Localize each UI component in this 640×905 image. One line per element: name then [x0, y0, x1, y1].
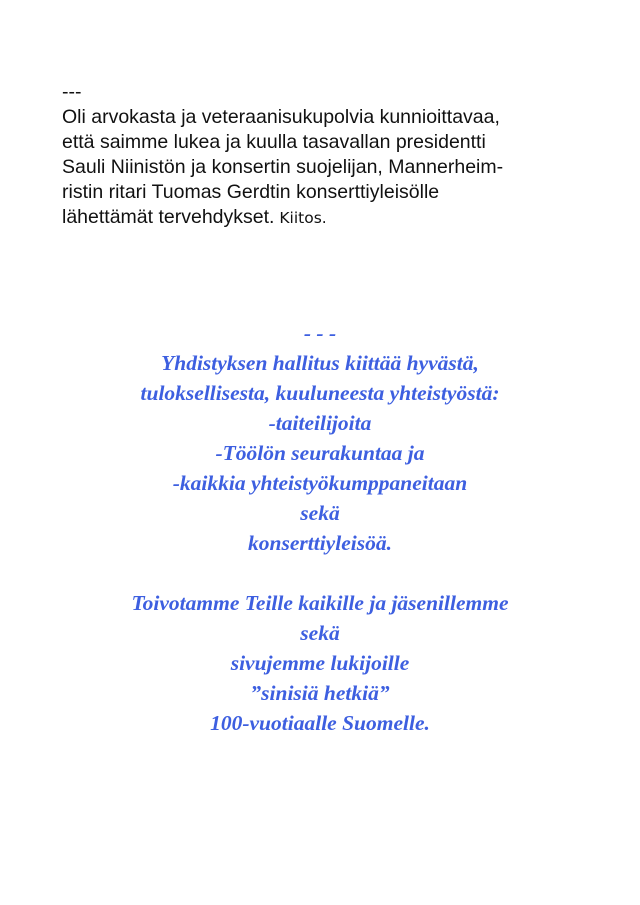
closing-line: -taiteilijoita: [268, 411, 372, 435]
closing-line: sekä: [300, 501, 340, 525]
closing-greeting: [0, 318, 640, 738]
intro-line: että saimme lukea ja kuulla tasavallan presidentti: [62, 131, 486, 153]
paragraph-gap: [0, 558, 640, 588]
intro-line: Sauli Niinistön ja konsertin suojelijan, Mannerheim-: [62, 156, 504, 178]
closing-line: Yhdistyksen hallitus kiittää hyvästä,: [161, 351, 479, 375]
closing-separator: - - -: [303, 321, 337, 345]
intro-line: ristin ritari Tuomas Gerdtin konserttiyleisölle: [62, 181, 440, 203]
wish-line: sekä: [300, 621, 340, 645]
closing-line: -kaikkia yhteistyökumppaneitaan: [172, 471, 468, 495]
closing-line: tuloksellisesta, kuuluneesta yhteistyöstä:: [140, 381, 500, 405]
intro-line: Oli arvokasta ja veteraanisukupolvia kunnioittavaa,: [62, 106, 500, 128]
wish-line: ”sinisiä hetkiä”: [250, 681, 390, 705]
intro-line: lähettämät tervehdykset.: [62, 206, 275, 228]
intro-separator: ---: [62, 81, 82, 103]
wish-line: Toivotamme Teille kaikille ja jäsenillemme: [131, 591, 509, 615]
closing-line: -Töölön seurakuntaa ja: [215, 441, 425, 465]
intro-section: [62, 80, 602, 231]
closing-line: konserttiyleisöä.: [248, 531, 392, 555]
intro-last-line: [62, 205, 602, 231]
thanks-text: Kiitos.: [274, 209, 327, 227]
wish-line: 100-vuotiaalle Suomelle.: [210, 711, 430, 735]
wish-line: sivujemme lukijoille: [230, 651, 410, 675]
